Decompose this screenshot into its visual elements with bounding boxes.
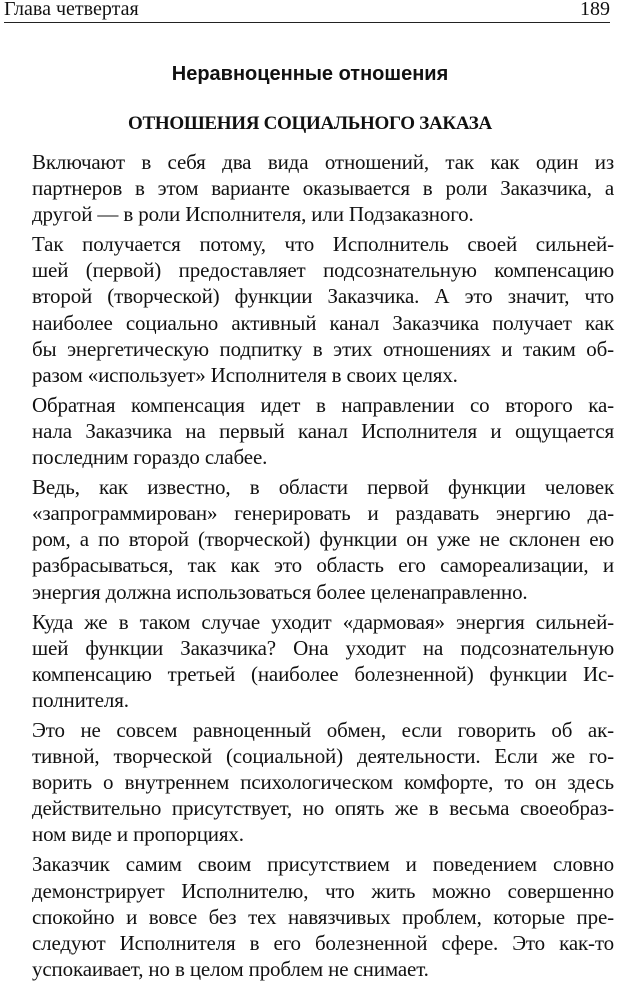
text-line: Обратная компенсация идет в направлении со второго ка- xyxy=(32,392,614,417)
text-line: успокаивает, но в целом проблем не снимает. xyxy=(32,956,429,981)
text-line: «запрограммирован» генерировать и раздавать энергию да- xyxy=(32,501,614,526)
paragraph xyxy=(4,609,614,713)
text-line: нала Заказчика на первый канал Исполнителя и ощущается xyxy=(32,418,614,443)
text-line: разом «использует» Исполнителя в своих целях. xyxy=(32,362,458,387)
paragraph xyxy=(4,149,614,227)
section-heading: Неравноценные отношения xyxy=(171,63,449,85)
subsection-heading: ОТНОШЕНИЯ СОЦИАЛЬНОГО ЗАКАЗА xyxy=(128,113,492,134)
page-number: 189 xyxy=(580,0,610,20)
paragraph xyxy=(4,851,614,981)
text-line: ром, а по второй (творческой) функции он уже не склонен ею xyxy=(32,527,614,552)
paragraph xyxy=(4,392,614,470)
text-line: последним гораздо слабее. xyxy=(32,445,268,470)
text-line: Куда же в таком случае уходит «дармовая» энергия сильней- xyxy=(32,609,614,634)
text-line: спокойно и вовсе без тех навязчивых проблем, которые пре- xyxy=(32,904,614,929)
text-line: Так получается потому, что Исполнитель своей сильней- xyxy=(32,232,614,257)
text-line: наиболее социально активный канал Заказчика получает как xyxy=(32,310,614,335)
text-line: другой — в роли Исполнителя, или Подзаказного. xyxy=(32,202,474,227)
text-line: второй (творческой) функции Заказчика. А это значит, что xyxy=(32,284,614,309)
chapter-title: Глава четвертая xyxy=(4,0,139,20)
text-line: шей функции Заказчика? Она уходит на подсознательную xyxy=(32,635,614,660)
text-line: ном виде и пропорциях. xyxy=(32,822,244,847)
text-line: тивной, творческой (социальной) деятельности. Если же го- xyxy=(32,744,614,769)
text-line: Заказчик самим своим присутствием и поведением словно xyxy=(32,852,614,877)
text-line: следуют Исполнителя в его болезненной сфере. Это как-то xyxy=(32,930,614,955)
body-text xyxy=(4,149,614,982)
text-line: Это не совсем равноценный обмен, если говорить об ак- xyxy=(32,717,614,742)
text-line: Ведь, как известно, в области первой функции человек xyxy=(32,475,614,500)
paragraph xyxy=(4,474,614,604)
text-line: разбрасываться, так как это область его самореализации, и xyxy=(32,553,614,578)
text-line: действительно присутствует, но опять же в весьма своеобраз- xyxy=(32,796,614,821)
text-line: партнеров в этом варианте оказывается в роли Заказчика, а xyxy=(32,176,614,201)
paragraph xyxy=(4,231,614,388)
text-line: полнителя. xyxy=(32,687,129,712)
text-line: бы энергетическую подпитку в этих отношениях и таким об- xyxy=(32,336,614,361)
text-line: ворить о внутреннем психологическом комфорте, то он здесь xyxy=(32,770,614,795)
text-line: шей (первой) предоставляет подсознательную компенсацию xyxy=(32,258,614,283)
text-line: энергия должна использоваться более целенаправленно. xyxy=(32,579,528,604)
text-line: компенсацию третьей (наиболее болезненной) функции Ис- xyxy=(32,661,614,686)
running-header xyxy=(4,0,610,23)
text-line: Включают в себя два вида отношений, так как один из xyxy=(32,150,614,174)
paragraph xyxy=(4,717,614,847)
text-line: демонстрирует Исполнителю, что жить можно совершенно xyxy=(32,878,614,903)
